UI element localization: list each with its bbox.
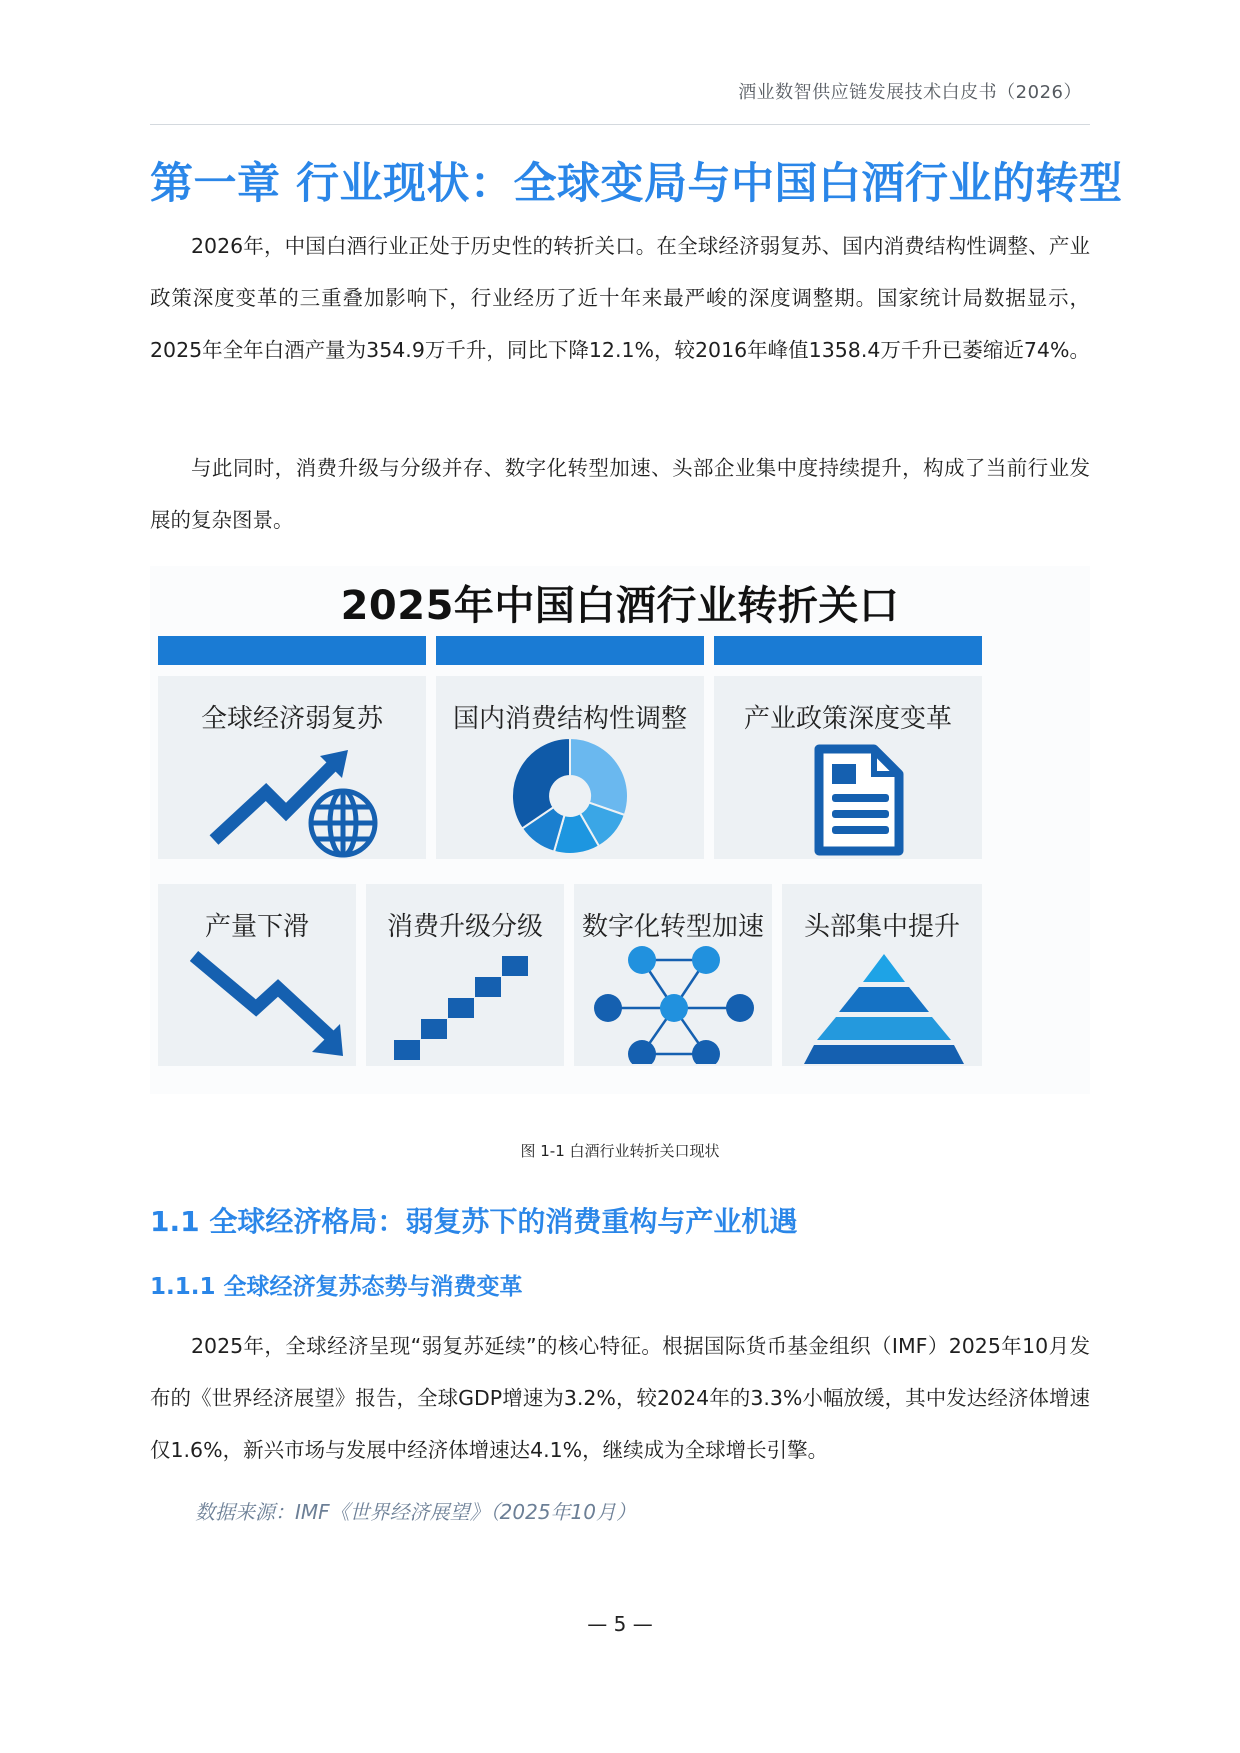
intro-paragraph-2: 与此同时，消费升级与分级并存、数字化转型加速、头部企业集中度持续提升，构成了当前行业发展的复杂图景。	[150, 456, 1090, 532]
panel-production-decline	[158, 884, 356, 1066]
rising-arrow-globe-icon	[208, 748, 388, 858]
panel-domestic-consumption	[436, 676, 704, 859]
pyramid-icon	[804, 950, 964, 1065]
panel-label: 头部集中提升	[803, 912, 960, 942]
panel-label: 产业政策深度变革	[743, 704, 952, 734]
infographic-title: 2025年中国白酒行业转折关口	[340, 583, 900, 629]
document-icon	[814, 744, 904, 856]
panel-global-recovery	[158, 676, 426, 859]
figure-caption: 图 1-1 白酒行业转折关口现状	[520, 1142, 720, 1160]
running-header: 酒业数智供应链发展技术白皮书（2026）	[738, 82, 1082, 103]
panel-policy-reform	[714, 676, 982, 859]
chapter-title: 第一章 行业现状：全球变局与中国白酒行业的转型	[150, 159, 1123, 209]
section-title: 1.1 全球经济格局：弱复苏下的消费重构与产业机遇	[150, 1205, 798, 1238]
panel-digital-transformation	[574, 884, 772, 1066]
infographic-figure	[150, 566, 1090, 1094]
panel-label: 全球经济弱复苏	[200, 704, 383, 734]
network-nodes-icon	[594, 946, 754, 1064]
falling-arrow-icon	[190, 948, 350, 1063]
panel-label: 产量下滑	[204, 912, 309, 942]
staircase-blocks-icon	[394, 944, 544, 1064]
header-band-2	[436, 636, 704, 665]
donut-chart-icon	[510, 736, 630, 856]
page-number: — 5 —	[587, 1612, 653, 1636]
panel-consumption-tiering	[366, 884, 564, 1066]
header-band-1	[158, 636, 426, 665]
panel-label: 数字化转型加速	[581, 912, 764, 942]
section-paragraph: 2025年，全球经济呈现“弱复苏延续”的核心特征。根据国际货币基金组织（IMF）2025年10月发布的《世界经济展望》报告，全球GDP增速为3.2%，较2024年的3.3%小幅放缓，其中发达经济体增速仅1.6%，新兴市场与发展中经济体增速达4.1%，继续成为全球增长引擎。	[150, 1334, 1090, 1462]
panel-label: 消费升级分级	[386, 912, 543, 942]
panel-label: 国内消费结构性调整	[452, 704, 687, 734]
header-band-3	[714, 636, 982, 665]
subsection-title: 1.1.1 全球经济复苏态势与消费变革	[150, 1274, 523, 1300]
intro-paragraph-1: 2026年，中国白酒行业正处于历史性的转折关口。在全球经济弱复苏、国内消费结构性调整、产业政策深度变革的三重叠加影响下，行业经历了近十年来最严峻的深度调整期。国家统计局数据显示，2025年全年白酒产量为354.9万千升，同比下降12.1%，较2016年峰值1358.4万千升已萎缩近74%。	[150, 234, 1090, 362]
data-source-note: 数据来源：IMF《世界经济展望》（2025年10月）	[195, 1500, 637, 1524]
panel-top-concentration	[782, 884, 982, 1066]
header-divider	[150, 124, 1090, 125]
